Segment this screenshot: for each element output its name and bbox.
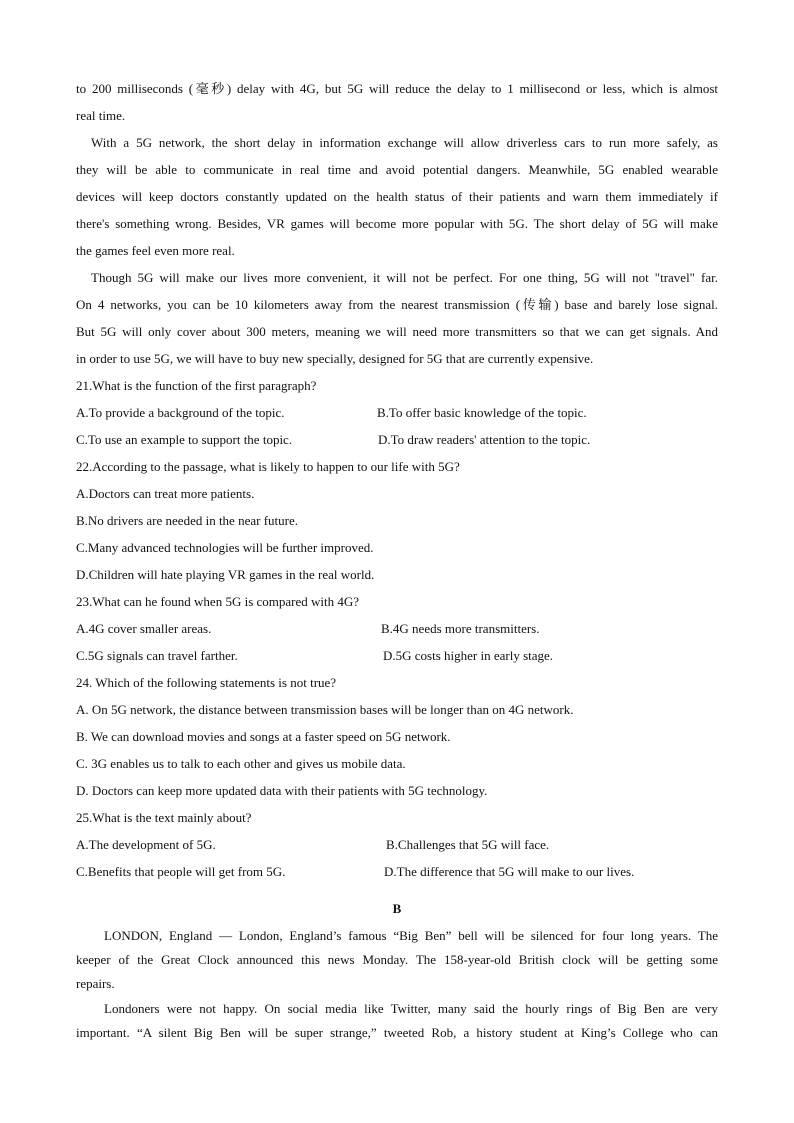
question-21-option-b: B.To offer basic knowledge of the topic.	[377, 405, 587, 420]
question-25-option-a: A.The development of 5G.	[76, 837, 216, 852]
passage-a-p2-line-3: devices will keep doctors constantly updated on the health status of their patients and warn them immediately if	[76, 189, 718, 204]
question-21-option-a: A.To provide a background of the topic.	[76, 405, 285, 420]
question-24-option-b: B. We can download movies and songs at a faster speed on 5G network.	[76, 729, 451, 744]
question-23-option-a: A.4G cover smaller areas.	[76, 621, 212, 636]
passage-a-p3-line-4: in order to use 5G, we will have to buy new specially, designed for 5G that are currently expensive.	[76, 351, 594, 366]
passage-a-p3-line-1: Though 5G will make our lives more convenient, it will not be perfect. For one thing, 5G will not "travel" far.	[91, 270, 718, 285]
passage-a-p2-line-4: there's something wrong. Besides, VR games will become more popular with 5G. The short delay of 5G will make	[76, 216, 718, 231]
passage-a-p3-line-2: On 4 networks, you can be 10 kilometers away from the nearest transmission (传输) base and barely lose signal.	[76, 297, 718, 312]
question-24-option-d: D. Doctors can keep more updated data with their patients with 5G technology.	[76, 783, 488, 798]
section-b-heading: B	[392, 901, 402, 916]
question-23-stem: 23.What can he found when 5G is compared with 4G?	[76, 594, 360, 609]
passage-a-p1-line-1: to 200 milliseconds (毫秒) delay with 4G, but 5G will reduce the delay to 1 millisecond or less, which is almost	[76, 81, 718, 96]
passage-b-p1-line-1: LONDON, England — London, England’s famous “Big Ben” bell will be silenced for four long years. The	[104, 928, 718, 943]
question-25-option-d: D.The difference that 5G will make to our lives.	[384, 864, 635, 879]
passage-b-p2-line-1: Londoners were not happy. On social media like Twitter, many said the hourly rings of Big Ben are very	[104, 1001, 718, 1016]
question-22-option-c: C.Many advanced technologies will be further improved.	[76, 540, 374, 555]
passage-b-p1-line-2: keeper of the Great Clock announced this news Monday. The 158-year-old British clock will be getting some	[76, 952, 718, 967]
question-24-option-c: C. 3G enables us to talk to each other and gives us mobile data.	[76, 756, 406, 771]
passage-b-p2-line-2: important. “A silent Big Ben will be super strange,” tweeted Rob, a history student at King’s College who can	[76, 1025, 718, 1040]
question-22-option-a: A.Doctors can treat more patients.	[76, 486, 255, 501]
passage-a-p2-line-5: the games feel even more real.	[76, 243, 235, 258]
passage-a-p3-line-3: But 5G will only cover about 300 meters, meaning we will need more transmitters so that we can get signals. And	[76, 324, 718, 339]
question-22-option-d: D.Children will hate playing VR games in the real world.	[76, 567, 375, 582]
question-21-option-c: C.To use an example to support the topic.	[76, 432, 293, 447]
passage-a-p2-line-1: With a 5G network, the short delay in information exchange will allow driverless cars to run more safely, as	[91, 135, 718, 150]
question-25-option-b: B.Challenges that 5G will face.	[386, 837, 550, 852]
passage-b-p1-line-3: repairs.	[76, 976, 115, 991]
question-24-option-a: A. On 5G network, the distance between transmission bases will be longer than on 4G network.	[76, 702, 574, 717]
question-25-option-c: C.Benefits that people will get from 5G.	[76, 864, 286, 879]
passage-a-p2-line-2: they will be able to communicate in real time and avoid potential dangers. Meanwhile, 5G enabled wearable	[76, 162, 718, 177]
question-23-option-d: D.5G costs higher in early stage.	[383, 648, 554, 663]
question-25-stem: 25.What is the text mainly about?	[76, 810, 252, 825]
question-22-stem: 22.According to the passage, what is likely to happen to our life with 5G?	[76, 459, 460, 474]
question-24-stem: 24. Which of the following statements is not true?	[76, 675, 337, 690]
question-21-option-d: D.To draw readers' attention to the topic.	[378, 432, 591, 447]
question-23-option-b: B.4G needs more transmitters.	[381, 621, 540, 636]
passage-a-p1-line-2: real time.	[76, 108, 126, 123]
question-22-option-b: B.No drivers are needed in the near future.	[76, 513, 298, 528]
question-23-option-c: C.5G signals can travel farther.	[76, 648, 238, 663]
question-21-stem: 21.What is the function of the first paragraph?	[76, 378, 317, 393]
